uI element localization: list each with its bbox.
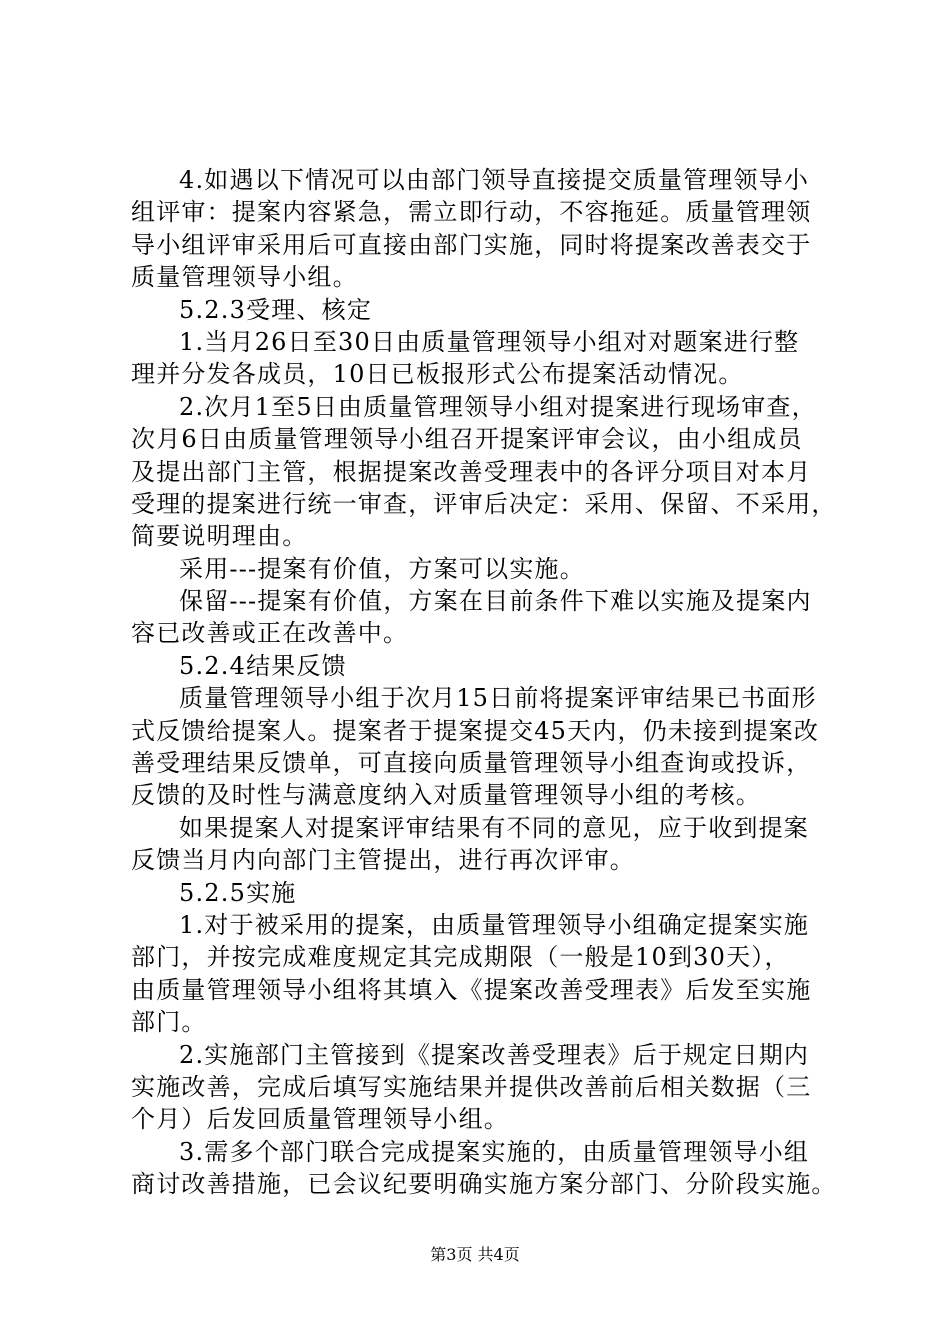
paragraph-line: 式反馈给提案人。提案者于提案提交45天内，仍未接到提案改 <box>131 716 820 745</box>
paragraph-line: 质量管理领导小组。 <box>131 263 358 292</box>
paragraph-line: 理并分发各成员，10日已板报形式公布提案活动情况。 <box>131 360 744 389</box>
section-heading: 5.2.5实施 <box>179 878 297 907</box>
paragraph-line: 组评审：提案内容紧急，需立即行动，不容拖延。质量管理领 <box>131 198 812 227</box>
paragraph-line: 善受理结果反馈单，可直接向质量管理领导小组查询或投诉， <box>131 749 812 778</box>
paragraph-line: 由质量管理领导小组将其填入《提案改善受理表》后发至实施 <box>131 975 812 1004</box>
page-footer: 第3页 共4页 <box>430 1245 520 1264</box>
paragraph-line: 实施改善，完成后填写实施结果并提供改善前后相关数据（三 <box>131 1072 812 1101</box>
paragraph-line: 次月6日由质量管理领导小组召开提案评审会议，由小组成员 <box>131 425 803 454</box>
paragraph-line: 3.需多个部门联合完成提案实施的，由质量管理领导小组 <box>179 1137 810 1166</box>
paragraph-line: 如果提案人对提案评审结果有不同的意见，应于收到提案 <box>179 813 809 842</box>
paragraph-line: 部门。 <box>131 1008 207 1037</box>
paragraph-line: 导小组评审采用后可直接由部门实施，同时将提案改善表交于 <box>131 230 812 259</box>
paragraph-line: 反馈当月内向部门主管提出，进行再次评审。 <box>131 846 635 875</box>
paragraph-line: 反馈的及时性与满意度纳入对质量管理领导小组的考核。 <box>131 781 761 810</box>
paragraph-line: 部门，并按完成难度规定其完成期限（一般是10到30天）， <box>131 943 790 972</box>
paragraph-line: 采用---提案有价值，方案可以实施。 <box>179 554 585 583</box>
paragraph-line: 1.对于被采用的提案，由质量管理领导小组确定提案实施 <box>179 910 810 939</box>
paragraph-line: 保留---提案有价值，方案在目前条件下难以实施及提案内 <box>179 587 812 616</box>
paragraph-line: 简要说明理由。 <box>131 522 308 551</box>
paragraph-line: 个月）后发回质量管理领导小组。 <box>131 1105 509 1134</box>
paragraph-line: 1.当月26日至30日由质量管理领导小组对对题案进行整 <box>179 327 800 356</box>
paragraph-line: 及提出部门主管，根据提案改善受理表中的各评分项目对本月 <box>131 457 812 486</box>
paragraph-line: 4.如遇以下情况可以由部门领导直接提交质量管理领导小 <box>179 166 810 194</box>
section-heading: 5.2.4结果反馈 <box>179 651 347 680</box>
paragraph-line: 受理的提案进行统一审查，评审后决定：采用、保留、不采用， <box>131 489 837 518</box>
document-body <box>131 164 837 1201</box>
paragraph-line: 2.实施部门主管接到《提案改善受理表》后于规定日期内 <box>179 1040 810 1069</box>
paragraph-line: 2.次月1至5日由质量管理领导小组对提案进行现场审查， <box>179 392 817 421</box>
paragraph-line: 商讨改善措施，已会议纪要明确实施方案分部门、分阶段实施。 <box>131 1170 837 1199</box>
paragraph-line: 容已改善或正在改善中。 <box>131 619 409 648</box>
paragraph-line: 质量管理领导小组于次月15日前将提案评审结果已书面形 <box>179 684 817 713</box>
section-heading: 5.2.3受理、核定 <box>179 295 373 324</box>
